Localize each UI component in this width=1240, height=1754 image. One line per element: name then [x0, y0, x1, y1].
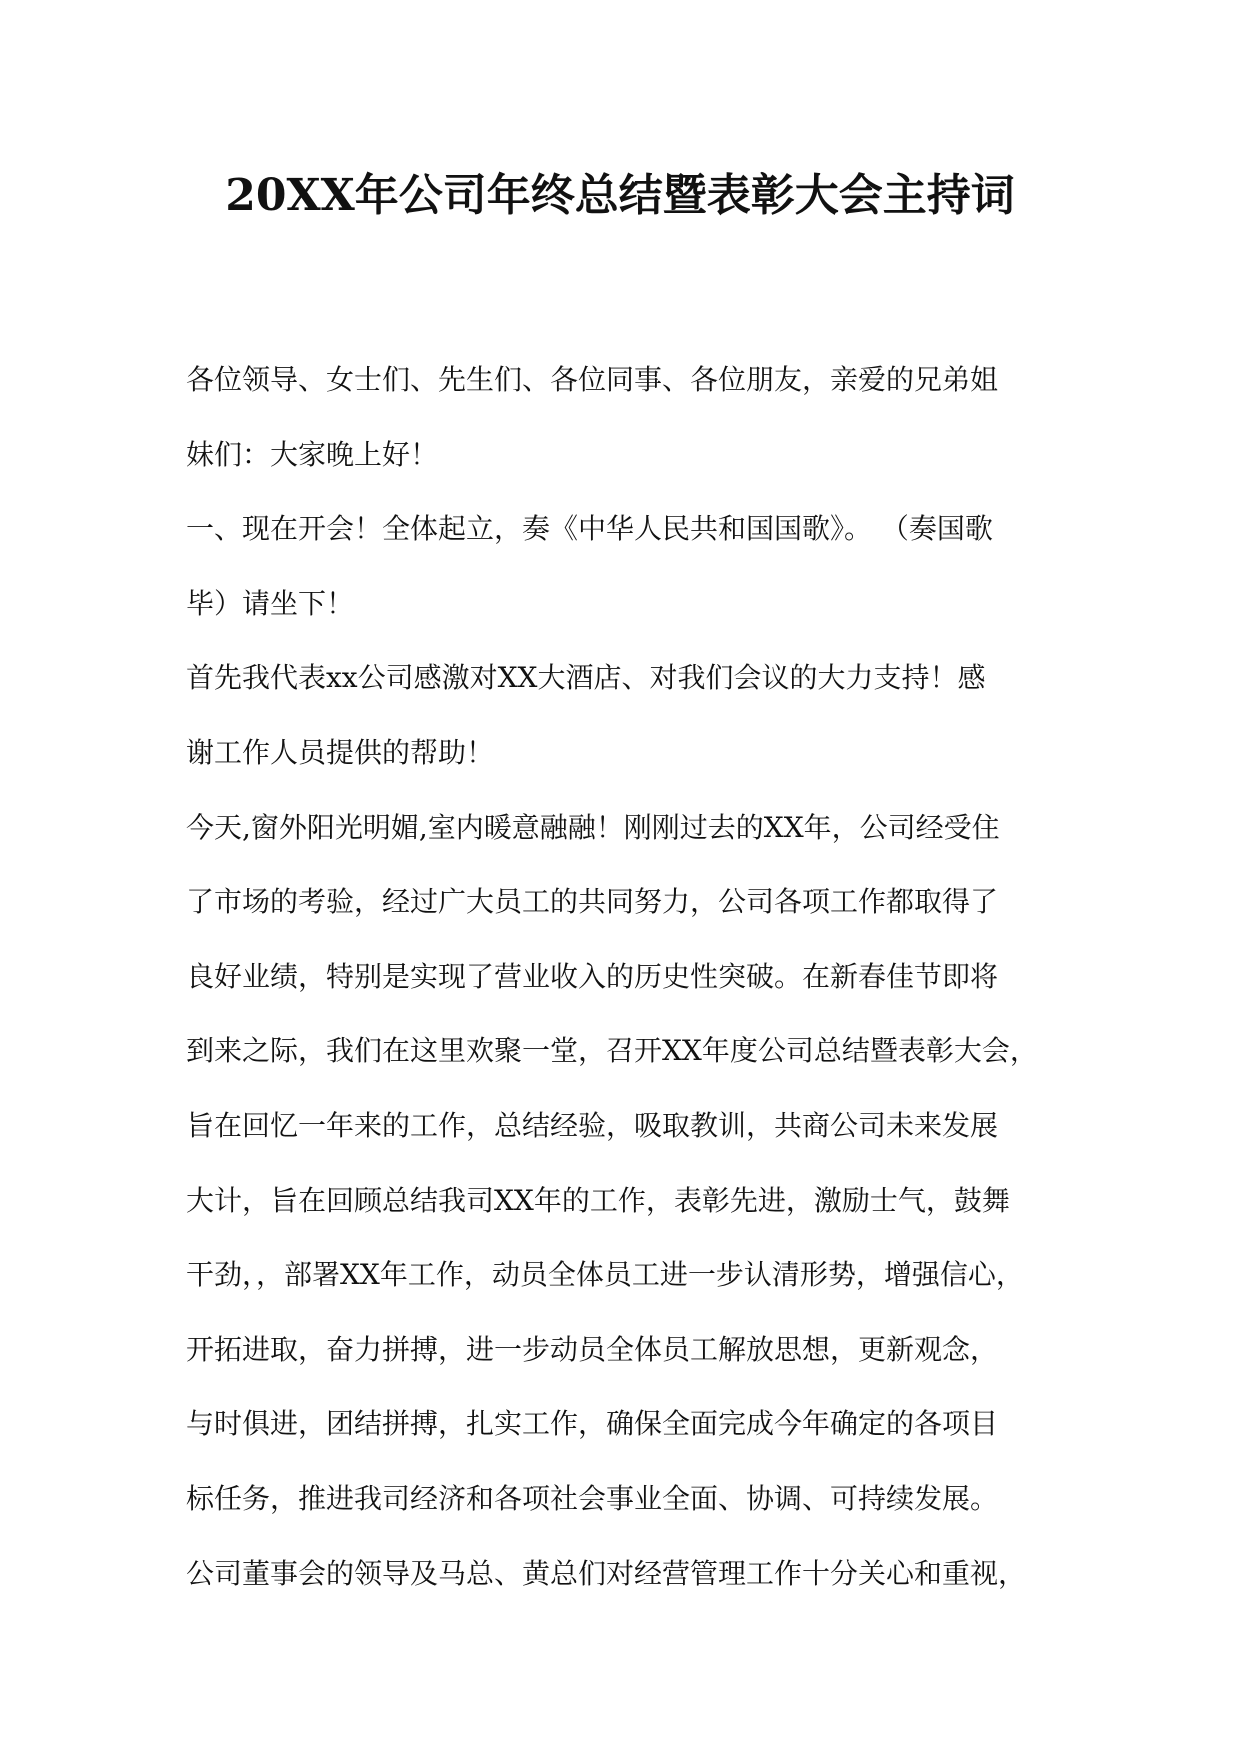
document-body: [186, 343, 1066, 1611]
body-line: 各位领导、女士们、先生们、各位同事、各位朋友，亲爱的兄弟姐: [186, 363, 999, 396]
body-line: 干劲，，部署XX年工作，动员全体员工进一步认清形势，增强信心，: [186, 1258, 1024, 1292]
body-line: 良好业绩，特别是实现了营业收入的历史性突破。在新春佳节即将: [186, 959, 999, 993]
body-line: 公司董事会的领导及马总、黄总们对经营管理工作十分关心和重视，: [186, 1556, 1027, 1590]
body-line: 大计，旨在回顾总结我司XX年的工作，表彰先进，激励士气，鼓舞: [186, 1183, 1010, 1217]
body-line: 谢工作人员提供的帮助！: [186, 735, 495, 769]
body-line: 妹们：大家晚上好！: [186, 437, 439, 471]
body-line: 毕）请坐下！: [186, 586, 355, 620]
body-line: 一、现在开会！全体起立，奏《中华人民共和国国歌》。 （奏国歌: [186, 512, 993, 546]
body-line: 了市场的考验，经过广大员工的共同努力，公司各项工作都取得了: [186, 885, 999, 919]
document-title: 20XX年公司年终总结暨表彰大会主持词: [225, 170, 1015, 221]
body-line: 标任务，推进我司经济和各项社会事业全面、协调、可持续发展。: [186, 1481, 999, 1515]
body-line: 开拓进取，奋力拼搏，进一步动员全体员工解放思想，更新观念，: [186, 1332, 999, 1366]
body-line: 旨在回忆一年来的工作，总结经验，吸取教训，共商公司未来发展: [186, 1108, 999, 1142]
body-line: 与时俱进，团结拼搏，扎实工作，确保全面完成今年确定的各项目: [186, 1407, 999, 1441]
body-line: 到来之际，我们在这里欢聚一堂，召开XX年度公司总结暨表彰大会，: [186, 1034, 1038, 1068]
body-line: 今天,窗外阳光明媚,室内暖意融融！刚刚过去的XX年，公司经受住: [186, 810, 1000, 844]
body-line: 首先我代表xx公司感激对XX大酒店、对我们会议的大力支持！感: [186, 661, 986, 695]
